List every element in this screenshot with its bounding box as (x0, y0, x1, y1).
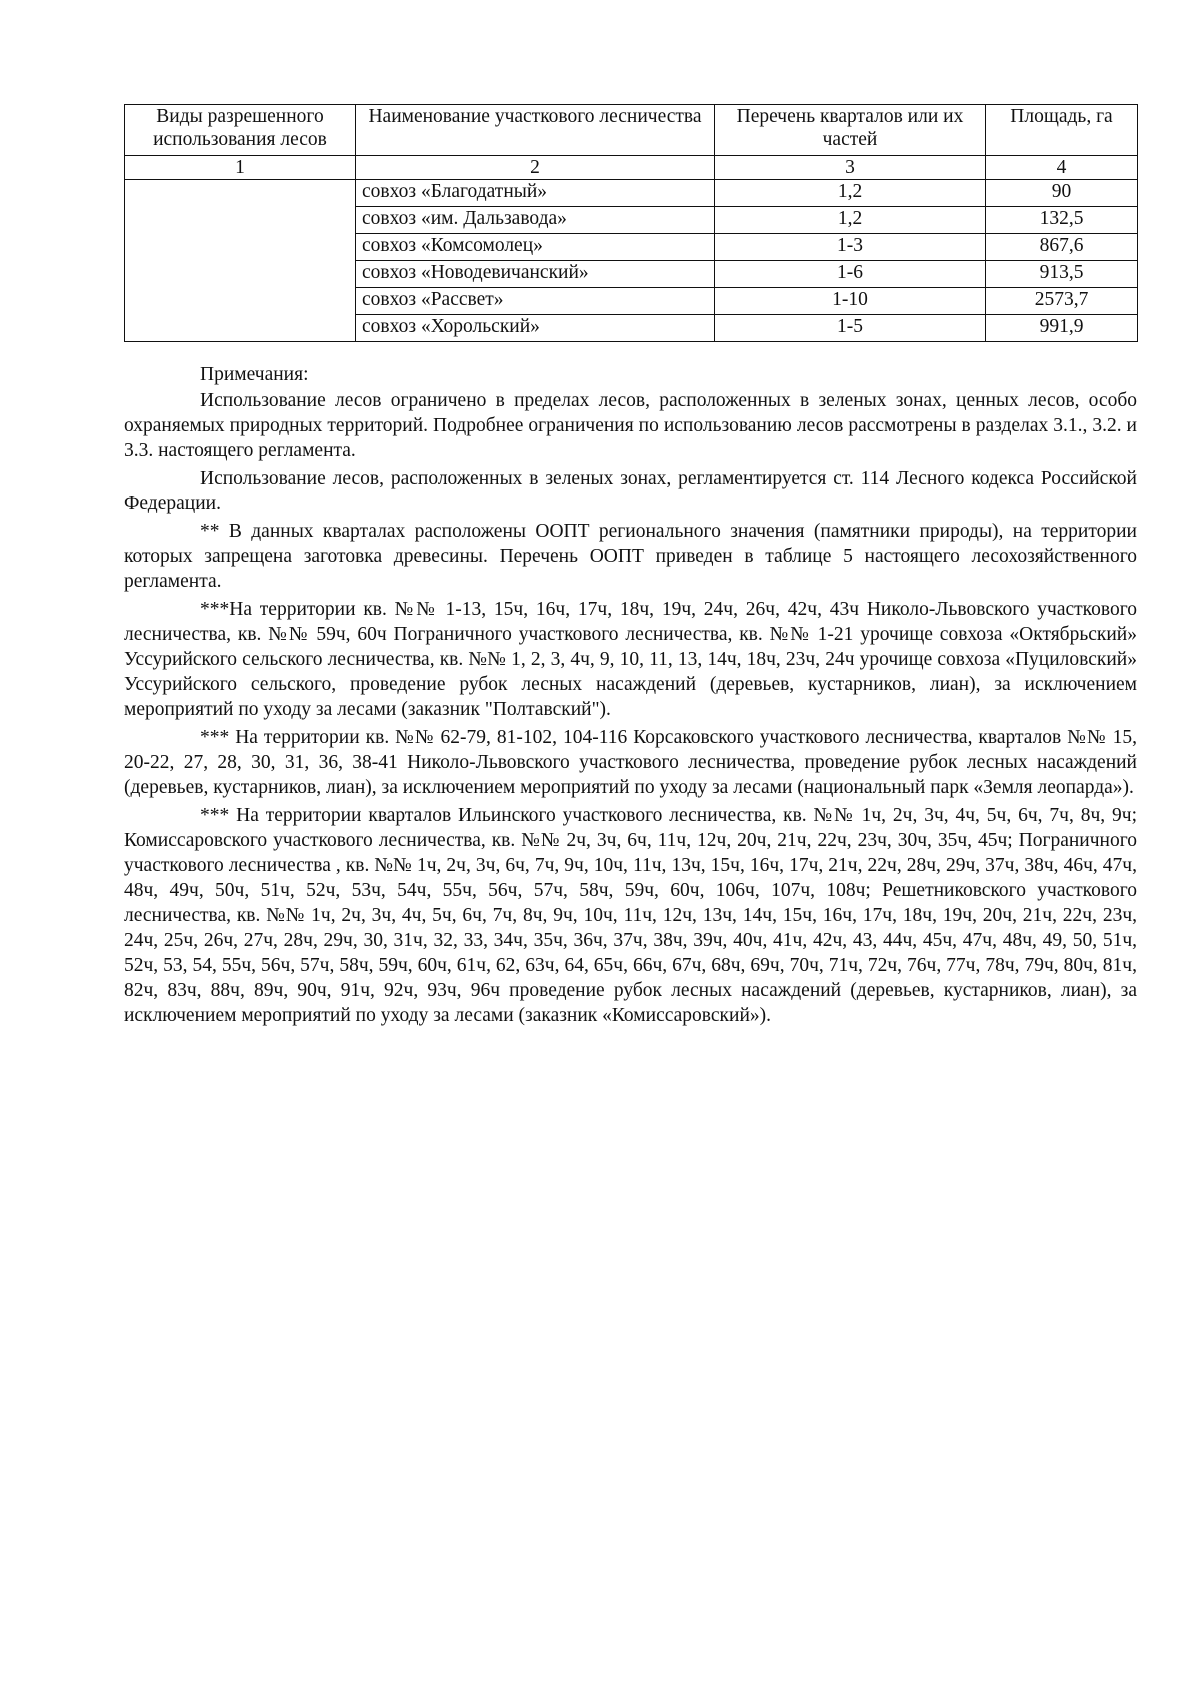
note-paragraph-protected-areas: ** В данных кварталах расположены ООПТ регионального значения (памятники природы), на территории которых запрещена заготовка древесины. Перечень ООПТ приведен в таблице 5 настоящего лесохозяйственного регламента. (124, 521, 1137, 592)
area-cell: 132,5 (986, 207, 1138, 234)
note-paragraph-poltavsky-reserve: ***На территории кв. №№ 1-13, 15ч, 16ч, 17ч, 18ч, 19ч, 24ч, 26ч, 42ч, 43ч Николо-Львовского участкового лесничества, кв. №№ 59ч, 60ч Пограничного участкового лесничества, кв. №№ 1-21 урочище совхоза «Октябрьский» Уссурийского сельского лесничества, кв. №№ 1, 2, 3, 4ч, 9, 10, 11, 13, 14ч, 18ч, 23ч, 24ч урочище совхоза «Пуциловский» Уссурийского сельского, проведение рубок лесных насаждений (деревьев, кустарников, лиан), за исключением мероприятий по уходу за лесами (заказник "Полтавский"). (124, 599, 1137, 720)
note-paragraph-restrictions: Использование лесов ограничено в пределах лесов, расположенных в зеленых зонах, ценных лесов, особо охраняемых природных территорий. Подробнее ограничения по использованию лесов рассмотрены в разделах 3.1., 3.2. и 3.3. настоящего регламента. (124, 390, 1137, 461)
quarters-cell: 1-6 (715, 261, 986, 288)
header-cell-area: Площадь, га (986, 105, 1138, 156)
area-cell: 90 (986, 180, 1138, 207)
quarters-cell: 1-3 (715, 234, 986, 261)
column-number: 1 (125, 156, 356, 180)
forestry-name-cell: совхоз «Рассвет» (356, 288, 715, 315)
header-cell-quarters-list: Перечень кварталов или их частей (715, 105, 986, 156)
column-number-row (125, 156, 1138, 180)
forestry-name-cell: совхоз «Благодатный» (356, 180, 715, 207)
notes-section (124, 362, 1137, 1028)
table-header-row (125, 105, 1138, 156)
quarters-cell: 1,2 (715, 207, 986, 234)
quarters-cell: 1-10 (715, 288, 986, 315)
forestry-name-cell: совхоз «Комсомолец» (356, 234, 715, 261)
area-cell: 913,5 (986, 261, 1138, 288)
forestry-name-cell: совхоз «им. Дальзавода» (356, 207, 715, 234)
column-number: 2 (356, 156, 715, 180)
quarters-cell: 1,2 (715, 180, 986, 207)
area-cell: 2573,7 (986, 288, 1138, 315)
column-number: 4 (986, 156, 1138, 180)
table-row (125, 180, 1138, 207)
column-number: 3 (715, 156, 986, 180)
usage-type-cell-empty (125, 180, 356, 342)
note-paragraph-komissarovsky-reserve: *** На территории кварталов Ильинского участкового лесничества, кв. №№ 1ч, 2ч, 3ч, 4ч, 5ч, 6ч, 7ч, 8ч, 9ч; Комиссаровского участкового лесничества, кв. №№ 2ч, 3ч, 6ч, 11ч, 12ч, 20ч, 21ч, 22ч, 23ч, 30ч, 35ч, 45ч; Пограничного участкового лесничества , кв. №№ 1ч, 2ч, 3ч, 6ч, 7ч, 9ч, 10ч, 11ч, 13ч, 15ч, 16ч, 17ч, 21ч, 22ч, 28ч, 29ч, 37ч, 38ч, 46ч, 47ч, 48ч, 49ч, 50ч, 51ч, 52ч, 53ч, 54ч, 55ч, 56ч, 57ч, 58ч, 59ч, 60ч, 106ч, 107ч, 108ч; Решетниковского участкового лесничества, кв. №№ 1ч, 2ч, 3ч, 4ч, 5ч, 6ч, 7ч, 8ч, 9ч, 10ч, 11ч, 12ч, 13ч, 14ч, 15ч, 16ч, 17ч, 18ч, 19ч, 20ч, 21ч, 22ч, 23ч, 24ч, 25ч, 26ч, 27ч, 28ч, 29ч, 30, 31ч, 32, 33, 34ч, 35ч, 36ч, 37ч, 38ч, 39ч, 40ч, 41ч, 42ч, 43, 44ч, 45ч, 47ч, 48ч, 49, 50, 51ч, 52ч, 53, 54, 55ч, 56ч, 57ч, 58ч, 59ч, 60ч, 61ч, 62, 63ч, 64, 65ч, 66ч, 67ч, 68ч, 69ч, 70ч, 71ч, 72ч, 76ч, 77ч, 78ч, 79ч, 80ч, 81ч, 82ч, 83ч, 88ч, 89ч, 90ч, 91ч, 92ч, 93ч, 96ч проведение рубок лесных насаждений (деревьев, кустарников, лиан), за исключением мероприятий по уходу за лесами (заказник «Комиссаровский»). (124, 805, 1137, 1026)
header-cell-usage-type: Виды разрешенного использования лесов (125, 105, 356, 156)
note-paragraph-leopard-park: *** На территории кв. №№ 62-79, 81-102, 104-116 Корсаковского участкового лесничества, кварталов №№ 15, 20-22, 27, 28, 30, 31, 36, 38-41 Николо-Львовского участкового лесничества, проведение рубок лесных насаждений (деревьев, кустарников, лиан), за исключением мероприятий по уходу за лесами (национальный парк «Земля леопарда»). (124, 727, 1137, 798)
header-cell-forestry-name: Наименование участкового лесничества (356, 105, 715, 156)
forest-use-table (124, 104, 1138, 342)
quarters-cell: 1-5 (715, 315, 986, 342)
forestry-name-cell: совхоз «Хорольский» (356, 315, 715, 342)
area-cell: 991,9 (986, 315, 1138, 342)
note-paragraph-green-zones: Использование лесов, расположенных в зеленых зонах, регламентируется ст. 114 Лесного кодекса Российской Федерации. (124, 468, 1137, 514)
area-cell: 867,6 (986, 234, 1138, 261)
forestry-name-cell: совхоз «Новодевичанский» (356, 261, 715, 288)
notes-title: Примечания: (200, 364, 309, 385)
